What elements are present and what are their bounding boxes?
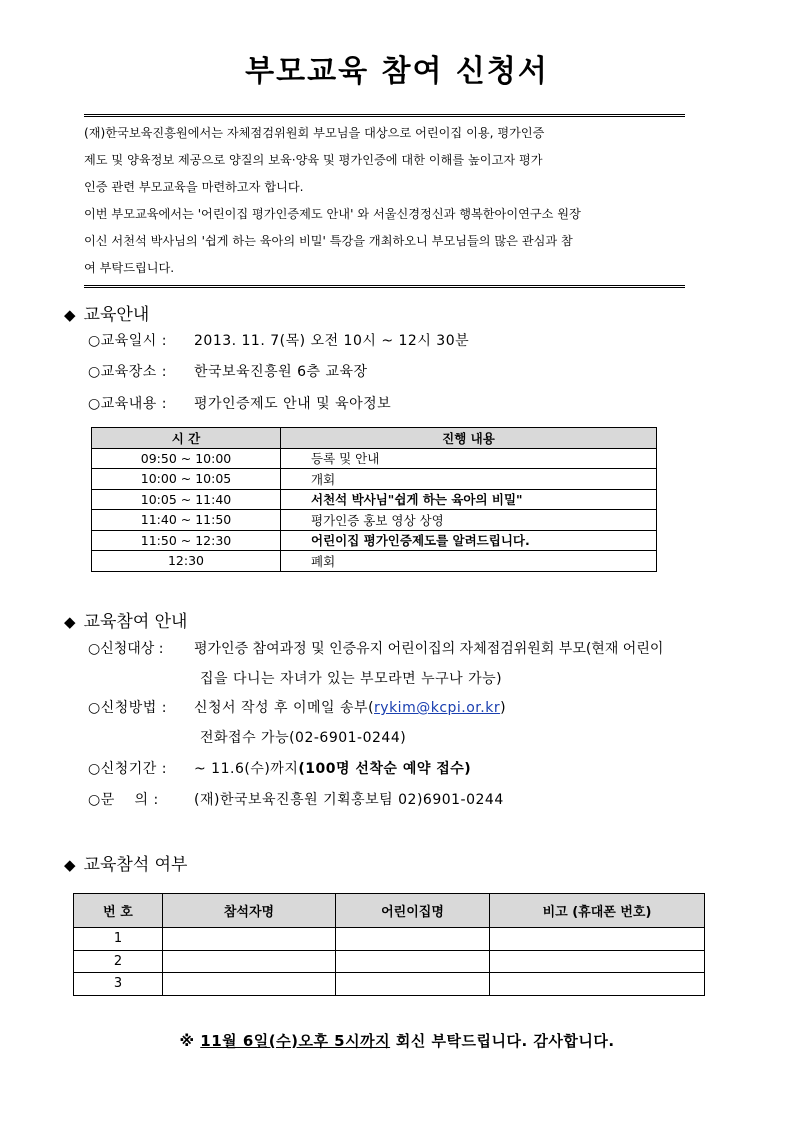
attendee-name-cell[interactable] <box>163 928 336 951</box>
schedule-content: 등록 및 안내 <box>281 448 657 469</box>
table-row <box>74 950 705 973</box>
intro-line: 이신 서천석 박사님의 '쉽게 하는 육아의 비밀' 특강을 개최하오니 부모님들의 많은 관심과 참 <box>84 234 573 248</box>
schedule-table <box>91 427 657 572</box>
table-row <box>92 489 657 510</box>
table-row <box>74 973 705 996</box>
table-row <box>92 530 657 551</box>
diamond-bullet-icon: ◆ <box>64 856 76 874</box>
info-method: ○신청방법 : 신청서 작성 후 이메일 송부(rykim@kcpi.or.kr) <box>88 700 507 716</box>
attendance-header-name: 참석자명 <box>163 894 336 928</box>
daycare-name-cell[interactable] <box>336 950 490 973</box>
intro-line: 인증 관련 부모교육을 마련하고자 합니다. <box>84 180 304 194</box>
attendance-header-number: 번 호 <box>74 894 163 928</box>
footer-message: 회신 부탁드립니다. 감사합니다. <box>395 1032 615 1050</box>
row-number: 2 <box>74 950 163 973</box>
phone-note-cell[interactable] <box>490 973 705 996</box>
schedule-header-content: 진행 내용 <box>281 428 657 449</box>
daycare-name-cell[interactable] <box>336 973 490 996</box>
info-content: ○교육내용 : 평가인증제도 안내 및 육아정보 <box>88 396 392 412</box>
info-date: ○교육일시 : 2013. 11. 7(목) 오전 10시 ~ 12시 30분 <box>88 333 470 349</box>
section-heading-attendance: ◆ 교육참석 여부 <box>64 855 188 875</box>
schedule-time: 11:40 ~ 11:50 <box>92 510 281 531</box>
attendance-header-note: 비고 (휴대폰 번호) <box>490 894 705 928</box>
info-target-cont: 집을 다니는 자녀가 있는 부모라면 누구나 가능) <box>200 671 503 687</box>
row-number: 3 <box>74 973 163 996</box>
schedule-header-time: 시 간 <box>92 428 281 449</box>
schedule-time: 10:00 ~ 10:05 <box>92 469 281 490</box>
diamond-bullet-icon: ◆ <box>64 306 76 324</box>
footer-note <box>0 1030 794 1051</box>
intro-line: 이번 부모교육에서는 '어린이집 평가인증제도 안내' 와 서울신경정신과 행복한아이연구소 원장 <box>84 207 581 221</box>
schedule-header-row <box>92 428 657 449</box>
info-method-phone: 전화접수 가능(02-6901-0244) <box>200 730 407 746</box>
period-highlight: (100명 선착순 예약 접수) <box>298 761 472 777</box>
table-row <box>74 928 705 951</box>
info-contact: ○문 의 : (재)한국보육진흥원 기획홍보팀 02)6901-0244 <box>88 792 504 808</box>
attendance-header-daycare: 어린이집명 <box>336 894 490 928</box>
intro-line: (재)한국보육진흥원에서는 자체점검위원회 부모님을 대상으로 어린이집 이용, 평가인증 <box>84 126 545 140</box>
section-heading-education-info: ◆ 교육안내 <box>64 305 150 325</box>
schedule-content: 개회 <box>281 469 657 490</box>
table-row <box>92 469 657 490</box>
schedule-content: 어린이집 평가인증제도를 알려드립니다. <box>281 530 657 551</box>
phone-note-cell[interactable] <box>490 950 705 973</box>
page-title: 부모교육 참여 신청서 <box>245 54 549 89</box>
info-period: ○신청기간 : ~ 11.6(수)까지(100명 선착순 예약 접수) <box>88 761 472 777</box>
deadline-text: 11월 6일(수)오후 5시까지 <box>200 1032 391 1050</box>
daycare-name-cell[interactable] <box>336 928 490 951</box>
attendee-name-cell[interactable] <box>163 950 336 973</box>
schedule-content: 서천석 박사님"쉽게 하는 육아의 비밀" <box>281 489 657 510</box>
schedule-time: 12:30 <box>92 551 281 572</box>
email-link[interactable]: rykim@kcpi.or.kr <box>374 700 501 716</box>
reference-mark: ※ <box>179 1032 195 1050</box>
intro-box <box>84 114 685 288</box>
attendance-table <box>73 893 705 996</box>
schedule-content: 평가인증 홍보 영상 상영 <box>281 510 657 531</box>
info-target: ○신청대상 : 평가인증 참여과정 및 인증유지 어린이집의 자체점검위원회 부모(현재 어린이 <box>88 641 664 657</box>
phone-note-cell[interactable] <box>490 928 705 951</box>
attendance-header-row <box>74 894 705 928</box>
section-heading-participation: ◆ 교육참여 안내 <box>64 612 188 632</box>
diamond-bullet-icon: ◆ <box>64 613 76 631</box>
schedule-time: 09:50 ~ 10:00 <box>92 448 281 469</box>
intro-line: 제도 및 양육정보 제공으로 양질의 보육·양육 및 평가인증에 대한 이해를 높이고자 평가 <box>84 153 543 167</box>
attendee-name-cell[interactable] <box>163 973 336 996</box>
row-number: 1 <box>74 928 163 951</box>
schedule-content: 폐회 <box>281 551 657 572</box>
table-row <box>92 551 657 572</box>
intro-line: 여 부탁드립니다. <box>84 261 175 275</box>
schedule-time: 10:05 ~ 11:40 <box>92 489 281 510</box>
info-place: ○교육장소 : 한국보육진흥원 6층 교육장 <box>88 364 368 380</box>
table-row <box>92 448 657 469</box>
table-row <box>92 510 657 531</box>
schedule-time: 11:50 ~ 12:30 <box>92 530 281 551</box>
